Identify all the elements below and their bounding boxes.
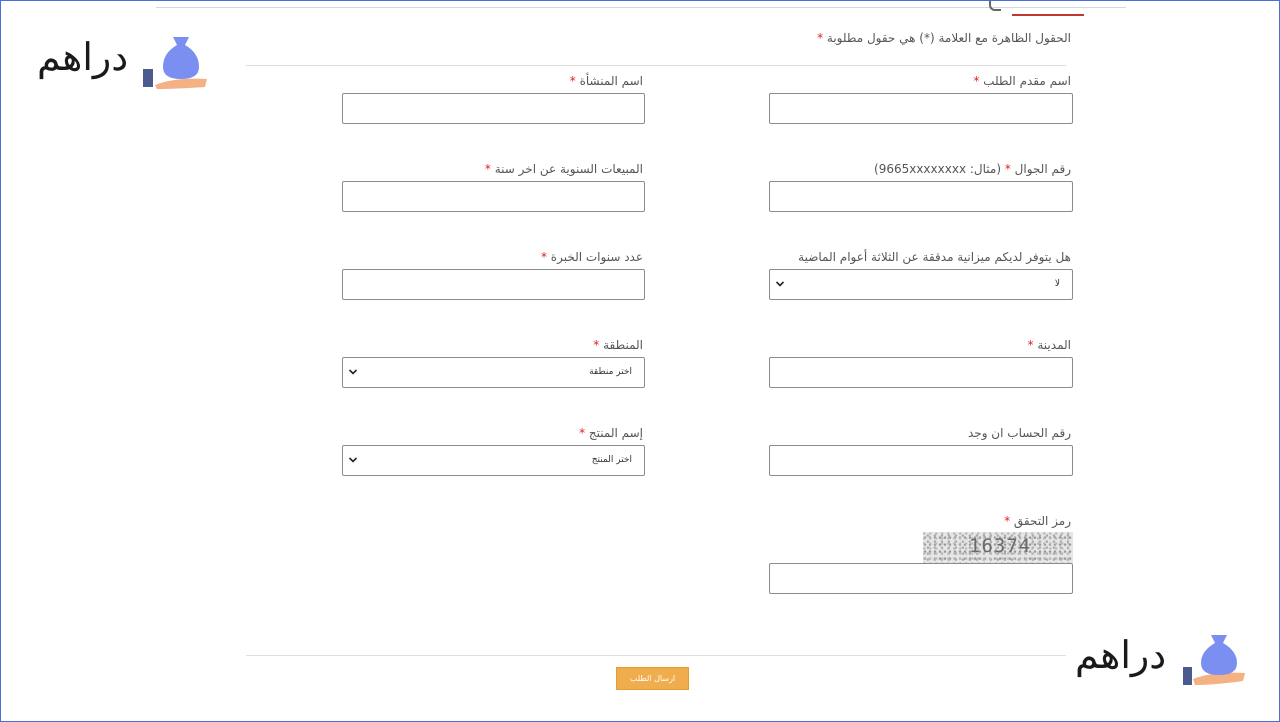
- submit-button[interactable]: ارسال الطلب: [616, 667, 689, 690]
- establishment-name-input[interactable]: [342, 93, 645, 124]
- chevron-down-icon: [349, 456, 357, 464]
- captcha-input[interactable]: [769, 563, 1073, 594]
- annual-sales-label: المبيعات السنوية عن اخر سنة *: [484, 162, 643, 176]
- required-fields-note: الحقول الظاهرة مع العلامة (*) هي حقول مطلوبة *: [817, 31, 1071, 45]
- active-tab-indicator: [1012, 14, 1084, 16]
- annual-sales-input[interactable]: [342, 181, 645, 212]
- audited-budget-select[interactable]: [769, 269, 1073, 300]
- region-select[interactable]: [342, 357, 645, 388]
- applicant-name-label: اسم مقدم الطلب *: [973, 74, 1071, 88]
- chevron-down-icon: [776, 280, 784, 288]
- chevron-down-icon: [349, 368, 357, 376]
- logo: [35, 33, 210, 91]
- experience-years-input[interactable]: [342, 269, 645, 300]
- audited-budget-label: هل يتوفر لديكم ميزانية مدققة عن الثلاثة أعوام الماضية: [798, 250, 1071, 264]
- account-number-input[interactable]: [769, 445, 1073, 476]
- applicant-name-input[interactable]: [769, 93, 1073, 124]
- region-label: المنطقة *: [593, 338, 643, 352]
- account-number-label: رقم الحساب ان وجد: [967, 426, 1071, 440]
- logo-text: دراهم: [1075, 633, 1167, 677]
- establishment-name-label: اسم المنشأة *: [569, 74, 643, 88]
- product-value: اختر المنتج: [591, 455, 632, 465]
- experience-years-label: عدد سنوات الخبرة *: [540, 250, 643, 264]
- city-label: المدينة *: [1027, 338, 1071, 352]
- captcha-code: 16374: [969, 535, 1032, 557]
- region-value: اختر منطقة: [589, 367, 632, 377]
- captcha-image: [923, 532, 1073, 563]
- audited-budget-value: لا: [1054, 279, 1060, 289]
- logo-text: دراهم: [37, 35, 129, 79]
- mobile-label: رقم الجوال * (مثال: 9665xxxxxxxx): [874, 162, 1071, 176]
- logo-watermark: [1073, 633, 1248, 691]
- product-select[interactable]: [342, 445, 645, 476]
- footer-divider: [246, 655, 1066, 656]
- captcha-label: رمز التحقق *: [1004, 514, 1071, 528]
- top-divider: [156, 7, 1126, 8]
- section-divider: [246, 65, 1066, 66]
- product-name-label: إسم المنتج *: [579, 426, 643, 440]
- mobile-input[interactable]: [769, 181, 1073, 212]
- tab-icon: [989, 1, 1001, 11]
- city-input[interactable]: [769, 357, 1073, 388]
